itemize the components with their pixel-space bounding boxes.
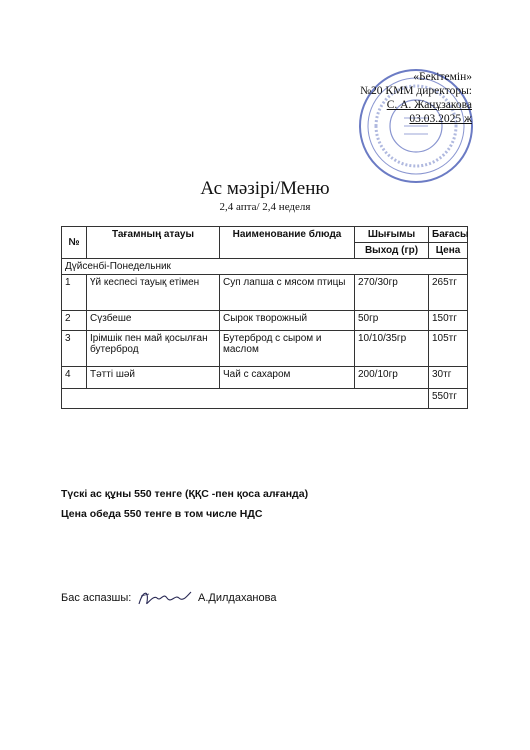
header-name-kz: Тағамның атауы <box>87 227 220 259</box>
row-name-ru: Бутерброд с сыром и маслом <box>220 331 355 367</box>
row-num: 2 <box>62 311 87 331</box>
day-label: Дүйсенбі-Понедельник <box>62 259 468 275</box>
chef-label: Бас аспазшы: <box>61 592 132 604</box>
row-yield: 10/10/35гр <box>355 331 429 367</box>
signature-image <box>135 586 195 610</box>
row-name-kz: Тәтті шәй <box>87 367 220 389</box>
header-yield-ru: Выход (гр) <box>355 243 429 259</box>
approval-date: 03.03.2025 ж <box>409 113 472 125</box>
page-subtitle: 2,4 апта/ 2,4 неделя <box>219 201 311 213</box>
row-yield: 50гр <box>355 311 429 331</box>
row-price: 105тг <box>429 331 468 367</box>
row-yield: 270/30гр <box>355 275 429 311</box>
table-row <box>62 367 468 389</box>
price-note-ru: Цена обеда 550 тенге в том числе НДС <box>61 508 263 520</box>
row-name-ru: Сырок творожный <box>220 311 355 331</box>
row-num: 3 <box>62 331 87 367</box>
row-name-kz: Үй кеспесі тауық етімен <box>87 275 220 311</box>
row-name-ru: Чай с сахаром <box>220 367 355 389</box>
row-num: 4 <box>62 367 87 389</box>
day-row <box>62 259 468 275</box>
total-price: 550тг <box>429 389 468 409</box>
row-price: 265тг <box>429 275 468 311</box>
approval-line-name: С. А. Жанұзакова <box>386 99 472 111</box>
row-num: 1 <box>62 275 87 311</box>
table-header-row <box>62 227 468 243</box>
chef-name: А.Дилдаханова <box>198 592 277 604</box>
price-note-kz: Түскі ас құны 550 тенге (ҚҚС -пен қоса алғанда) <box>61 488 309 500</box>
table-row <box>62 275 468 311</box>
header-price-ru: Цена <box>429 243 468 259</box>
row-yield: 200/10гр <box>355 367 429 389</box>
row-name-kz: Ірімшік пен май қосылған бутерброд <box>87 331 220 367</box>
menu-table <box>61 226 468 409</box>
header-price-kz: Бағасы <box>429 227 468 243</box>
row-name-kz: Сүзбеше <box>87 311 220 331</box>
table-row <box>62 331 468 367</box>
row-price: 150тг <box>429 311 468 331</box>
approval-line-approve: «Бекітемін» <box>413 71 472 83</box>
header-num: № <box>62 227 87 259</box>
table-row <box>62 311 468 331</box>
total-spacer <box>62 389 429 409</box>
total-row <box>62 389 468 409</box>
header-name-ru: Наименование блюда <box>220 227 355 259</box>
header-yield-kz: Шығымы <box>355 227 429 243</box>
row-name-ru: Суп лапша с мясом птицы <box>220 275 355 311</box>
approval-block <box>272 70 472 126</box>
page-title: Ас мәзірі/Меню <box>200 178 330 199</box>
approval-line-director: №20 КММ директоры: <box>360 85 472 97</box>
row-price: 30тг <box>429 367 468 389</box>
